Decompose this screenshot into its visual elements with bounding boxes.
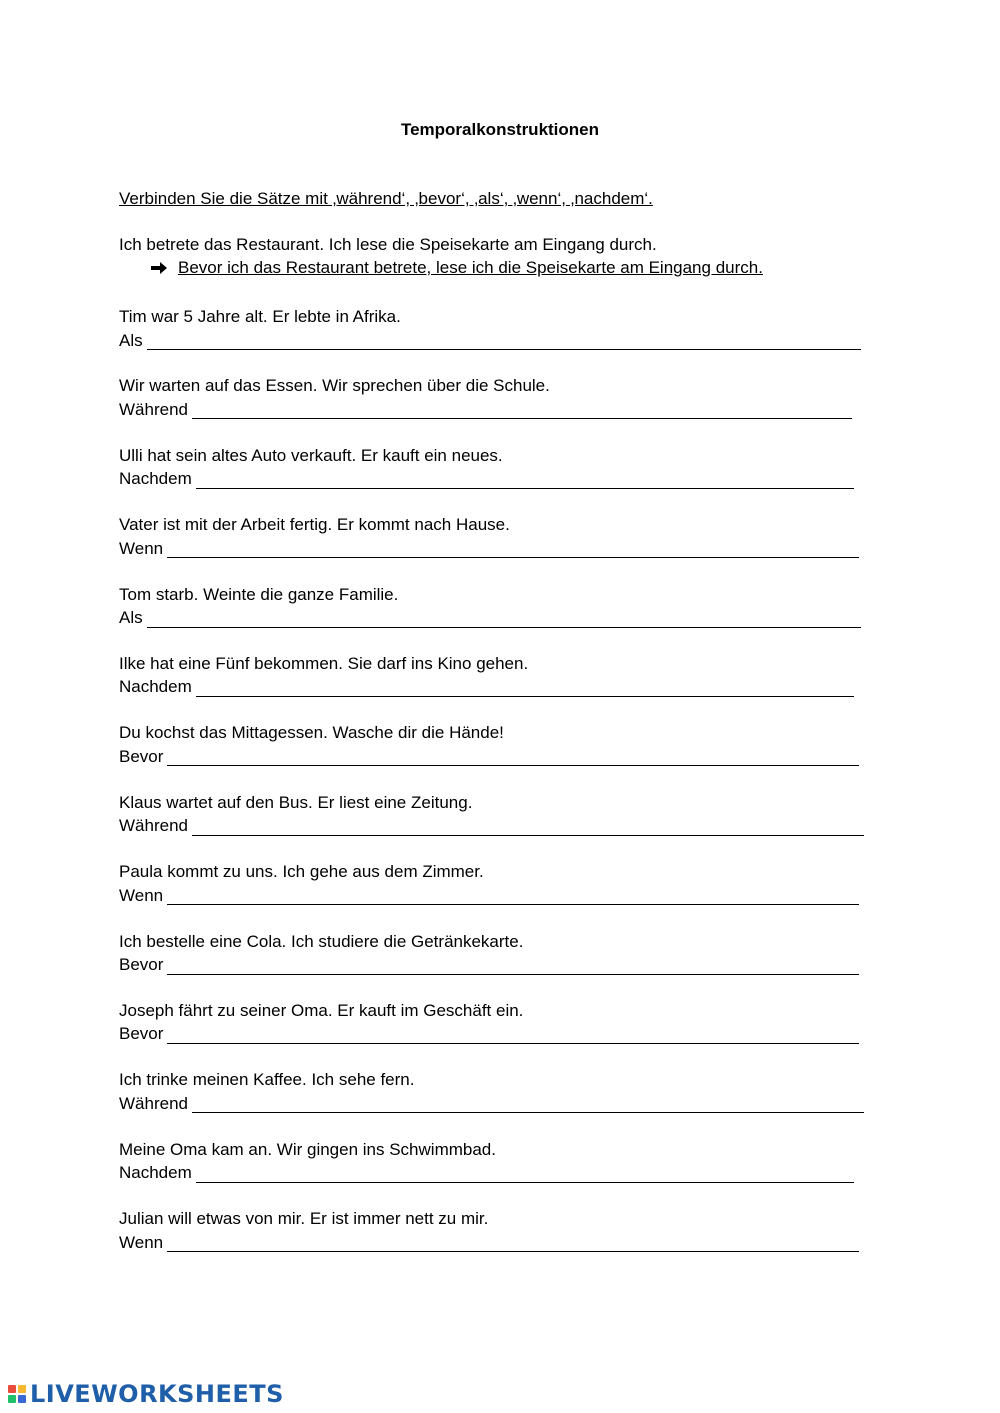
answer-blank[interactable] [192, 401, 852, 419]
exercise-item [119, 374, 889, 443]
sentence-starter: Bevor [119, 746, 164, 766]
answer-line [119, 1022, 889, 1046]
answer-blank[interactable] [192, 1095, 864, 1113]
answer-blank[interactable] [196, 679, 854, 697]
example-answer-text: Bevor ich das Restaurant betrete, lese ich die Speisekarte am Eingang durch. [178, 258, 763, 277]
sentence-starter: Als [119, 608, 143, 628]
exercise-item [119, 930, 889, 999]
example-answer [150, 258, 763, 278]
sentence-starter: Nachdem [119, 469, 192, 489]
answer-blank[interactable] [167, 957, 859, 975]
exercise-item [119, 444, 889, 513]
exercise-item [119, 1068, 889, 1137]
exercise-item [119, 305, 889, 374]
liveworksheets-logo [8, 1380, 284, 1408]
logo-text: LIVEWORKSHEETS [30, 1380, 284, 1408]
exercise-item [119, 513, 889, 582]
answer-blank[interactable] [167, 748, 859, 766]
answer-blank[interactable] [167, 540, 859, 558]
exercise-prompt: Tom starb. Weinte die ganze Familie. [119, 584, 399, 604]
answer-blank[interactable] [196, 1165, 854, 1183]
sentence-starter: Während [119, 1093, 188, 1113]
exercise-prompt: Wir warten auf das Essen. Wir sprechen über die Schule. [119, 376, 550, 396]
answer-line [119, 467, 889, 491]
example-question: Ich betrete das Restaurant. Ich lese die Speisekarte am Eingang durch. [119, 235, 657, 254]
exercise-prompt: Meine Oma kam an. Wir gingen ins Schwimmbad. [119, 1139, 496, 1159]
answer-line [119, 884, 889, 908]
exercise-item [119, 583, 889, 652]
exercise-prompt: Ilke hat eine Fünf bekommen. Sie darf ins Kino gehen. [119, 653, 529, 673]
sentence-starter: Bevor [119, 1024, 164, 1044]
answer-line [119, 1092, 889, 1116]
answer-line [119, 537, 889, 561]
answer-blank[interactable] [167, 1026, 859, 1044]
exercise-item [119, 652, 889, 721]
liveworksheets-logo-icon [8, 1385, 26, 1403]
right-arrow-icon [150, 261, 168, 275]
answer-blank[interactable] [167, 1234, 859, 1252]
sentence-starter: Bevor [119, 955, 164, 975]
exercise-prompt: Joseph fährt zu seiner Oma. Er kauft im Geschäft ein. [119, 1000, 524, 1020]
answer-line [119, 398, 889, 422]
instruction-text: Verbinden Sie die Sätze mit ‚während‘, ‚bevor‘, ‚als‘, ‚wenn‘, ‚nachdem‘. [119, 189, 653, 208]
exercise-prompt: Ulli hat sein altes Auto verkauft. Er kauft ein neues. [119, 445, 503, 465]
exercise-item [119, 1138, 889, 1207]
sentence-starter: Als [119, 330, 143, 350]
exercise-prompt: Ich trinke meinen Kaffee. Ich sehe fern. [119, 1070, 415, 1090]
sentence-starter: Während [119, 816, 188, 836]
sentence-starter: Während [119, 399, 188, 419]
exercise-prompt: Paula kommt zu uns. Ich gehe aus dem Zimmer. [119, 862, 484, 882]
exercise-prompt: Vater ist mit der Arbeit fertig. Er kommt nach Hause. [119, 515, 510, 535]
answer-blank[interactable] [192, 818, 864, 836]
answer-line [119, 1231, 889, 1255]
exercise-prompt: Tim war 5 Jahre alt. Er lebte in Afrika. [119, 307, 401, 326]
answer-line [119, 1161, 889, 1185]
exercise-prompt: Julian will etwas von mir. Er ist immer nett zu mir. [119, 1209, 489, 1229]
exercise-prompt: Klaus wartet auf den Bus. Er liest eine Zeitung. [119, 792, 473, 812]
exercise-item [119, 791, 889, 860]
sentence-starter: Wenn [119, 885, 164, 905]
sentence-starter: Wenn [119, 538, 164, 558]
exercise-item [119, 721, 889, 790]
sentence-starter: Wenn [119, 1232, 164, 1252]
exercise-list [119, 305, 889, 1276]
page-title: Temporalkonstruktionen [400, 120, 600, 139]
exercise-item [119, 1207, 889, 1276]
sentence-starter: Nachdem [119, 1163, 192, 1183]
exercise-prompt: Ich bestelle eine Cola. Ich studiere die Getränkekarte. [119, 931, 524, 951]
sentence-starter: Nachdem [119, 677, 192, 697]
exercise-prompt: Du kochst das Mittagessen. Wasche dir die Hände! [119, 723, 504, 743]
answer-line [119, 675, 889, 699]
answer-line [119, 745, 889, 769]
answer-blank[interactable] [167, 887, 859, 905]
answer-line [119, 953, 889, 977]
answer-line [119, 814, 889, 838]
answer-blank[interactable] [196, 471, 854, 489]
answer-line [119, 329, 889, 353]
exercise-item [119, 999, 889, 1068]
exercise-item [119, 860, 889, 929]
answer-blank[interactable] [147, 332, 861, 350]
answer-line [119, 606, 889, 630]
answer-blank[interactable] [147, 610, 861, 628]
